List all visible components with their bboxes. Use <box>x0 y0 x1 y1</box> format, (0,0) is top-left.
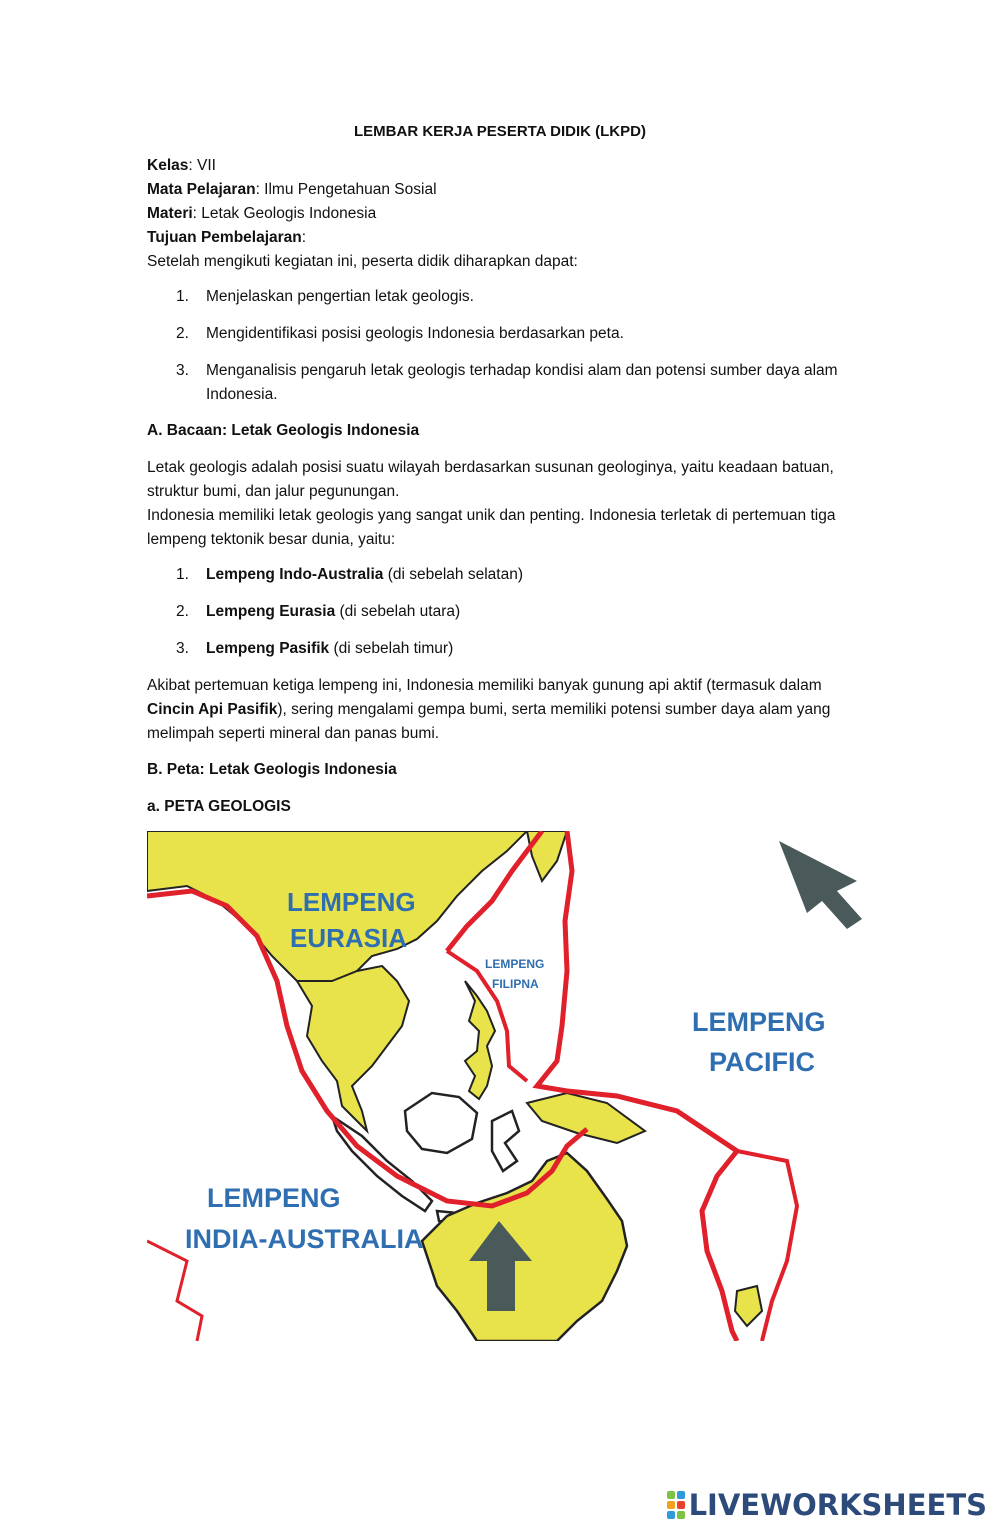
label-india-1: LEMPENG <box>207 1183 341 1213</box>
worksheet-title: LEMBAR KERJA PESERTA DIDIK (LKPD) <box>354 123 646 140</box>
list-item: 3. Menganalisis pengaruh letak geologis terhadap kondisi alam dan potensi sumber daya alam Indonesia. <box>176 362 838 403</box>
intro-text: Setelah mengikuti kegiatan ini, peserta didik diharapkan dapat: <box>147 253 578 270</box>
plates-list <box>147 563 887 661</box>
map-subheading: a. PETA GEOLOGIS <box>147 798 291 815</box>
logo-text: LIVEWORKSHEETS <box>688 1488 987 1522</box>
label-pacific-1: LEMPENG <box>692 1007 826 1037</box>
section-a-heading: A. Bacaan: Letak Geologis Indonesia <box>147 422 420 439</box>
label-india-2: INDIA-AUSTRALIA <box>185 1224 424 1254</box>
label-eurasia-2: EURASIA <box>290 923 408 953</box>
meta-objectives-label: Tujuan Pembelajaran: <box>147 229 307 246</box>
logo-icon <box>667 1491 685 1519</box>
label-filipina-2: FILIPNA <box>492 977 539 991</box>
label-pacific-2: PACIFIC <box>709 1047 815 1077</box>
meta-subject: Mata Pelajaran: Ilmu Pengetahuan Sosial <box>147 181 437 198</box>
list-item: 2. Mengidentifikasi posisi geologis Indonesia berdasarkan peta. <box>176 325 624 342</box>
label-filipina-1: LEMPENG <box>485 957 545 971</box>
meta-class: Kelas: VII <box>147 157 216 174</box>
list-item: 2. Lempeng Eurasia (di sebelah utara) <box>176 603 461 620</box>
meta-block <box>147 154 887 274</box>
objectives-list <box>147 285 887 407</box>
section-b-heading: B. Peta: Letak Geologis Indonesia <box>147 761 397 778</box>
paragraph-consequence: Akibat pertemuan ketiga lempeng ini, Indonesia memiliki banyak gunung api aktif (termasuk dalam Cincin Api Pasifik), sering mengalami gempa bumi, serta memiliki potensi sumber daya alam yang melimpah seperti mineral dan panas bumi. <box>147 677 831 742</box>
list-item: 1. Menjelaskan pengertian letak geologis. <box>176 288 474 305</box>
list-item: 3. Lempeng Pasifik (di sebelah timur) <box>176 640 454 657</box>
liveworksheets-logo <box>667 1488 987 1522</box>
list-item: 1. Lempeng Indo-Australia (di sebelah selatan) <box>176 566 523 583</box>
plate-map-svg <box>147 831 877 1341</box>
paragraph-definition: Letak geologis adalah posisi suatu wilayah berdasarkan susunan geologinya, yaitu keadaan batuan, struktur bumi, dan jalur pegunungan. Indonesia memiliki letak geologis yang sangat unik dan penting. Indonesia terletak di pertemuan tiga lempeng tektonik besar dunia, yaitu: <box>147 459 836 548</box>
label-eurasia-1: LEMPENG <box>287 887 416 917</box>
geologic-plate-map <box>147 831 877 1341</box>
meta-topic: Materi: Letak Geologis Indonesia <box>147 205 377 222</box>
